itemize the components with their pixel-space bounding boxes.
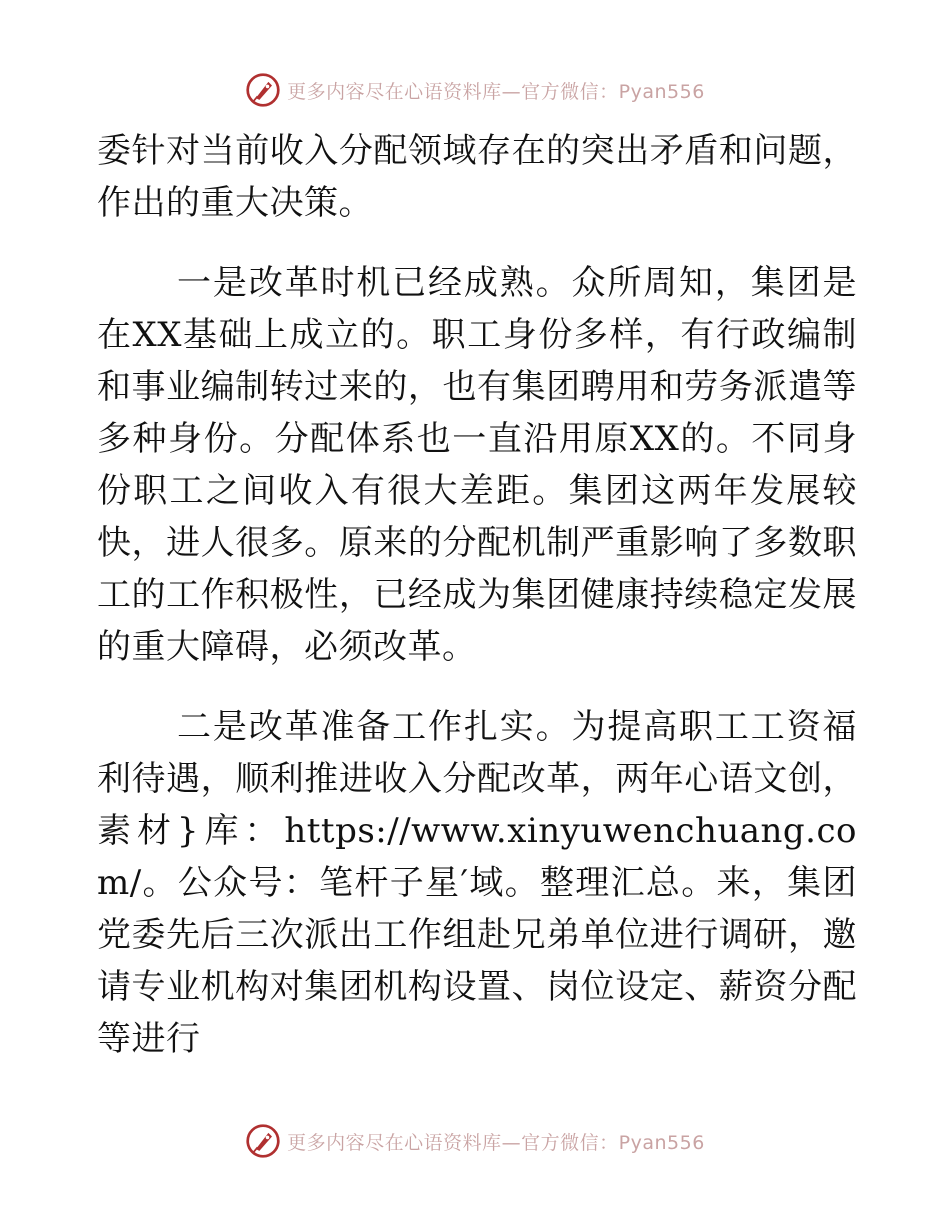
document-body — [97, 125, 857, 1065]
paragraph-continuation: 委针对当前收入分配领域存在的突出矛盾和问题，作出的重大决策。 — [97, 131, 857, 223]
footer-watermark-text: 更多内容尽在心语资料库—官方微信：Pyan556 — [287, 1131, 705, 1154]
page-footer-watermark — [0, 1121, 950, 1161]
pen-nib-logo-icon — [245, 72, 281, 108]
paragraph-reform-timing: 一是改革时机已经成熟。众所周知，集团是在XX基础上成立的。职工身份多样，有行政编制和事业编制转过来的，也有集团聘用和劳务派遣等多种身份。分配体系也一直沿用原XX的。不同身份职工之间收入有很大差距。集团这两年发展较快，进人很多。原来的分配机制严重影响了多数职工的工作积极性，已经成为集团健康持续稳定发展的重大障碍，必须改革。 — [97, 263, 857, 667]
pen-nib-logo-icon — [245, 1123, 281, 1159]
header-watermark-text: 更多内容尽在心语资料库—官方微信：Pyan556 — [287, 80, 705, 103]
paragraph-reform-preparation: 二是改革准备工作扎实。为提高职工工资福利待遇，顺利推进收入分配改革，两年心语文创，素材}库：https://www.xinyuwenchuang.com/。公众号：笔杆子星′域。整理汇总。来，集团党委先后三次派出工作组赴兄弟单位进行调研，邀请专业机构对集团机构设置、岗位设定、薪资分配等进行 — [97, 707, 857, 1059]
page-header-watermark — [0, 70, 950, 110]
